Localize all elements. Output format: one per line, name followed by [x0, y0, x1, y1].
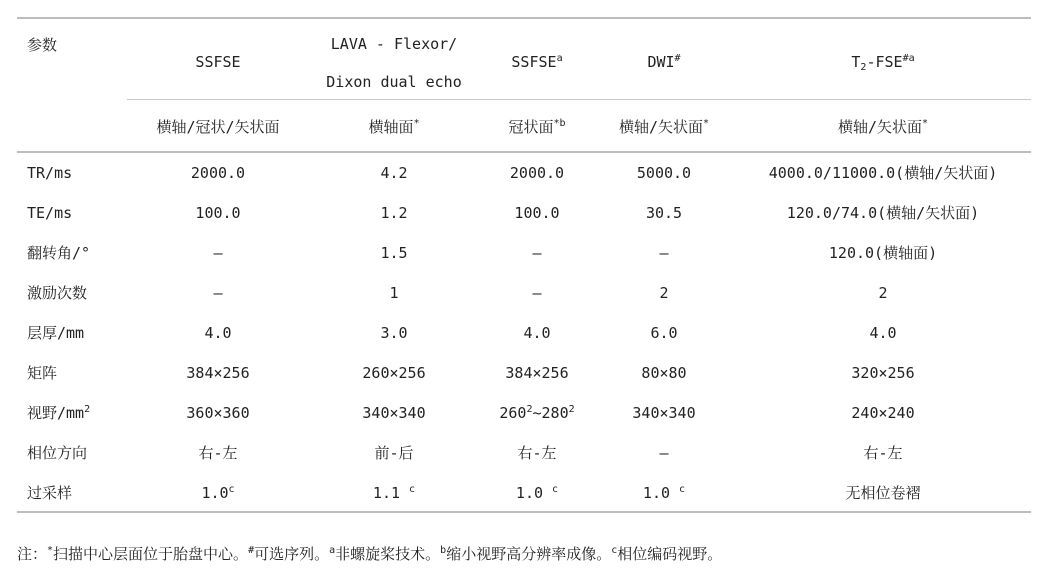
footnote [17, 543, 722, 564]
table-cell: 1.0 $^c$ [642, 484, 686, 502]
table-cell: 1.2 [380, 204, 408, 222]
row-label: 相位方向 [27, 444, 88, 462]
col-sublabel-t2-fse: 横轴/矢状面* [837, 118, 929, 136]
table-cell: 260×256 [362, 364, 426, 382]
table-cell: 340×340 [362, 404, 426, 422]
table-cell: 340×340 [632, 404, 696, 422]
table-cell: 4.2 [380, 164, 408, 182]
table-cell-fov-range: $260^2\sim 280^2$ [499, 404, 575, 422]
table-cell: 80×80 [641, 364, 687, 382]
table-cell: — [659, 444, 669, 462]
table-cell: 1.0$^c$ [201, 484, 235, 502]
table-cell: — [532, 244, 542, 262]
table-cell: 30.5 [645, 204, 683, 222]
table-cell: 1.1 $^c$ [372, 484, 416, 502]
footnote-mark: c [611, 545, 618, 556]
col-sublabel-lava: 横轴面* [368, 118, 420, 136]
footnote-text: 非螺旋桨技术。 [335, 545, 441, 563]
col-header-lava-line2: Dixon dual echo [326, 73, 462, 91]
footnote-text: 扫描中心层面位于胎盘中心。 [53, 545, 249, 563]
footnote-prefix: 注： [17, 545, 48, 563]
table-cell: 4.0 [523, 324, 551, 342]
table-cell: 4.0 [869, 324, 897, 342]
table-cell: 6.0 [650, 324, 678, 342]
table-cell: 320×256 [851, 364, 915, 382]
col-header-ssfse: SSFSE [195, 53, 241, 71]
table-cell: — [532, 284, 542, 302]
row-label: TE/ms [27, 204, 73, 222]
table-bottom-rule [17, 511, 1031, 513]
table-cell: 100.0 [514, 204, 560, 222]
table-cell: 1 [389, 284, 399, 302]
table-cell: — [213, 244, 223, 262]
row-label: 矩阵 [27, 364, 58, 382]
table-cell: 右-左 [863, 444, 903, 462]
table-cell: 2000.0 [190, 164, 246, 182]
footnote-text: 缩小视野高分辨率成像。 [446, 545, 612, 563]
table-cell: 无相位卷褶 [845, 484, 921, 502]
col-sublabel-ssfse-a: 冠状面$^{*b}$ [508, 118, 566, 136]
table-cell: 120.0(横轴面) [828, 244, 938, 262]
table-cell: 右-左 [517, 444, 557, 462]
col-header-ssfse-a: SSFSE$^a$ [511, 53, 563, 71]
table-top-rule [17, 17, 1031, 19]
footnote-mark: * [47, 545, 54, 556]
col-sublabel-ssfse: 横轴/冠状/矢状面 [156, 118, 280, 136]
footnote-text: 可选序列。 [254, 545, 330, 563]
table-cell: 右-左 [198, 444, 238, 462]
table-cell: 1.0 $^c$ [515, 484, 559, 502]
table-cell: 384×256 [505, 364, 569, 382]
table-cell: 384×256 [186, 364, 250, 382]
col-header-lava-line1: LAVA - Flexor/ [330, 35, 458, 53]
row-label: 过采样 [27, 484, 73, 502]
table-cell: 240×240 [851, 404, 915, 422]
row-label: 激励次数 [27, 284, 88, 302]
table-cell: 1.5 [380, 244, 408, 262]
table-cell: — [213, 284, 223, 302]
row-label: 视野$/mm^2$ [27, 404, 91, 422]
table-cell: 前-后 [374, 444, 414, 462]
col-header-dwi: DWI# [647, 53, 681, 71]
footnote-mark: # [248, 545, 255, 556]
param-header: 参数 [27, 36, 58, 54]
col-header-t2-fse: $T_2-FSE^{\#a}$ [851, 53, 915, 73]
footnote-mark: a [329, 545, 336, 556]
row-label: TR/ms [27, 164, 73, 182]
table-cell: 2 [659, 284, 669, 302]
footnote-mark: b [440, 545, 447, 556]
col-sublabel-dwi: 横轴/矢状面* [618, 118, 710, 136]
row-label: 翻转角/° [27, 244, 91, 262]
table-cell: 2000.0 [509, 164, 565, 182]
table-cell: — [659, 244, 669, 262]
header-sub-rule [127, 99, 1031, 100]
table-cell: 4000.0/11000.0(横轴/矢状面) [768, 164, 998, 182]
table-cell: 100.0 [195, 204, 241, 222]
row-label: 层厚/mm [27, 324, 85, 342]
table-cell: 3.0 [380, 324, 408, 342]
footnote-text: 相位编码视野。 [617, 545, 723, 563]
header-bottom-rule [17, 151, 1031, 153]
table-cell: 360×360 [186, 404, 250, 422]
table-cell: 4.0 [204, 324, 232, 342]
table-cell: 120.0/74.0(横轴/矢状面) [786, 204, 980, 222]
table-cell: 5000.0 [636, 164, 692, 182]
table-cell: 2 [878, 284, 888, 302]
